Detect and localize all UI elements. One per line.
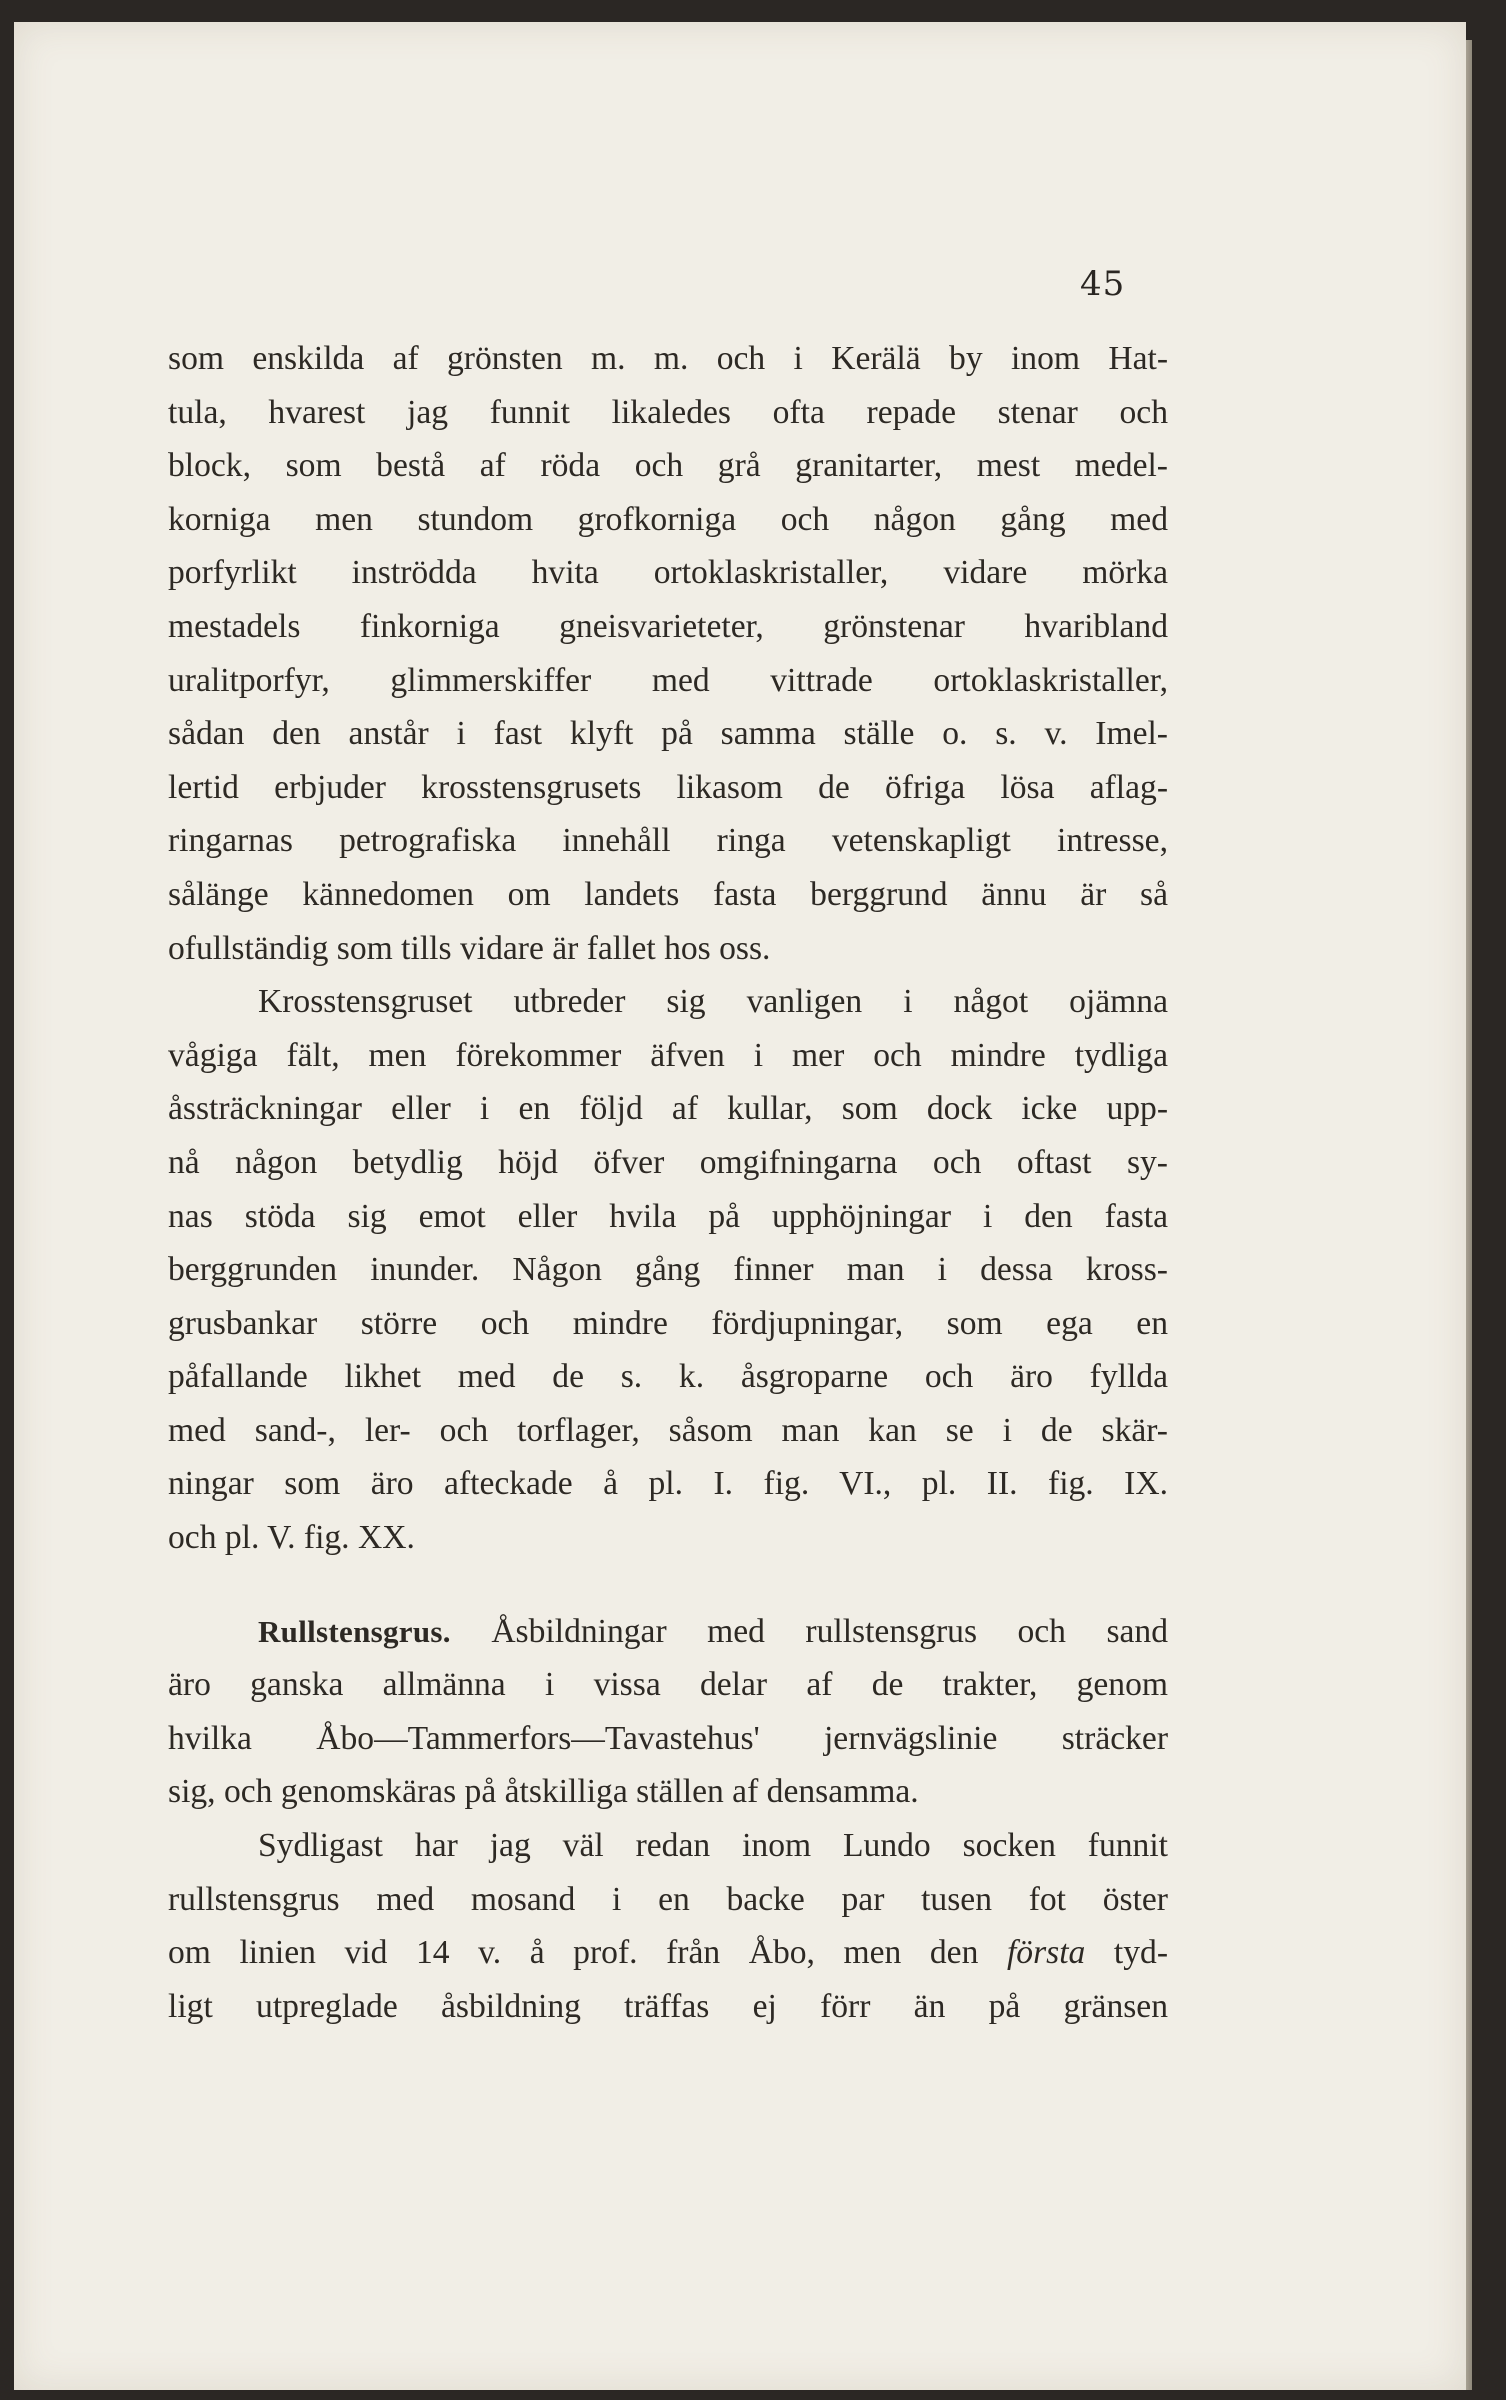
paragraph-4 (168, 1819, 1168, 2033)
text-line: åssträckningar eller i en följd af kullar, som dock icke upp- (168, 1090, 1168, 1128)
text-line: nå någon betydlig höjd öfver omgifningarna och oftast sy- (168, 1143, 1168, 1181)
text-line: som enskilda af grönsten m. m. och i Kerälä by inom Hat- (168, 340, 1168, 377)
heading-rest: Åsbildningar med rullstensgrus och sand (491, 1612, 1168, 1650)
text-line: porfyrlikt inströdda hvita ortoklaskristaller, vidare mörka (168, 554, 1168, 592)
text-line: Sydligast har jag väl redan inom Lundo socken funnit (258, 1827, 1168, 1865)
page-number: 45 (1080, 264, 1126, 304)
text-line: vågiga fält, men förekommer äfven i mer och mindre tydliga (168, 1036, 1168, 1074)
italic-word: första (1006, 1934, 1086, 1972)
text-line: ningar som äro afteckade å pl. I. fig. VI., pl. II. fig. IX. (168, 1465, 1168, 1503)
text-line: lertid erbjuder krosstensgrusets likasom de öfriga lösa aflag- (168, 768, 1168, 806)
paragraph-1 (168, 332, 1168, 975)
text-line: sådan den anstår i fast klyft på samma ställe o. s. v. Imel- (168, 715, 1168, 753)
text-line: berggrunden inunder. Någon gång finner man i dessa kross- (168, 1251, 1168, 1289)
text-line: påfallande likhet med de s. k. åsgroparne och äro fyllda (168, 1358, 1168, 1396)
text-line: nas stöda sig emot eller hvila på upphöjningar i den fasta (168, 1197, 1168, 1235)
text-line: ofullständig som tills vidare är fallet hos oss. (168, 929, 771, 967)
section-heading: Rullstensgrus. (258, 1613, 451, 1649)
text-line: hvilka Åbo—Tammerfors—Tavastehus' jernvägslinie sträcker (168, 1719, 1168, 1757)
section-gap (168, 1565, 1168, 1605)
line-end: tyd- (1113, 1934, 1168, 1972)
text-line: sig, och genomskäras på åtskilliga ställen af densamma. (168, 1773, 919, 1811)
text-line: block, som bestå af röda och grå granitarter, mest medel- (168, 447, 1168, 485)
text-line: uralitporfyr, glimmerskiffer med vittrade ortoklaskristaller, (168, 661, 1168, 699)
text-line: och pl. V. fig. XX. (168, 1519, 415, 1557)
text-line: tula, hvarest jag funnit likaledes ofta repade stenar och (168, 393, 1168, 431)
text-line: ligt utpreglade åsbildning träffas ej förr än på gränsen (168, 1987, 1168, 2025)
text-line: äro ganska allmänna i vissa delar af de trakter, genom (168, 1666, 1168, 1704)
paragraph-2 (168, 975, 1168, 1565)
body-text (168, 332, 1168, 2033)
text-line: rullstensgrus med mosand i en backe par tusen fot öster (168, 1880, 1168, 1918)
text-line: med sand-, ler- och torflager, såsom man kan se i de skär- (168, 1411, 1168, 1449)
line-start: om linien vid 14 v. å prof. från Åbo, men den (168, 1934, 979, 1972)
text-line (168, 1605, 1168, 1659)
text-line: Krosstensgruset utbreder sig vanligen i något ojämna (258, 983, 1168, 1021)
text-line: ringarnas petrografiska innehåll ringa vetenskapligt intresse, (168, 822, 1168, 860)
text-line: grusbankar större och mindre fördjupningar, som ega en (168, 1304, 1168, 1342)
text-line: korniga men stundom grofkorniga och någon gång med (168, 500, 1168, 538)
text-line (168, 1926, 1168, 1980)
paragraph-3 (168, 1605, 1168, 1819)
text-line: sålänge kännedomen om landets fasta berggrund ännu är så (168, 875, 1168, 913)
text-line: mestadels finkorniga gneisvarieteter, grönstenar hvaribland (168, 607, 1168, 645)
